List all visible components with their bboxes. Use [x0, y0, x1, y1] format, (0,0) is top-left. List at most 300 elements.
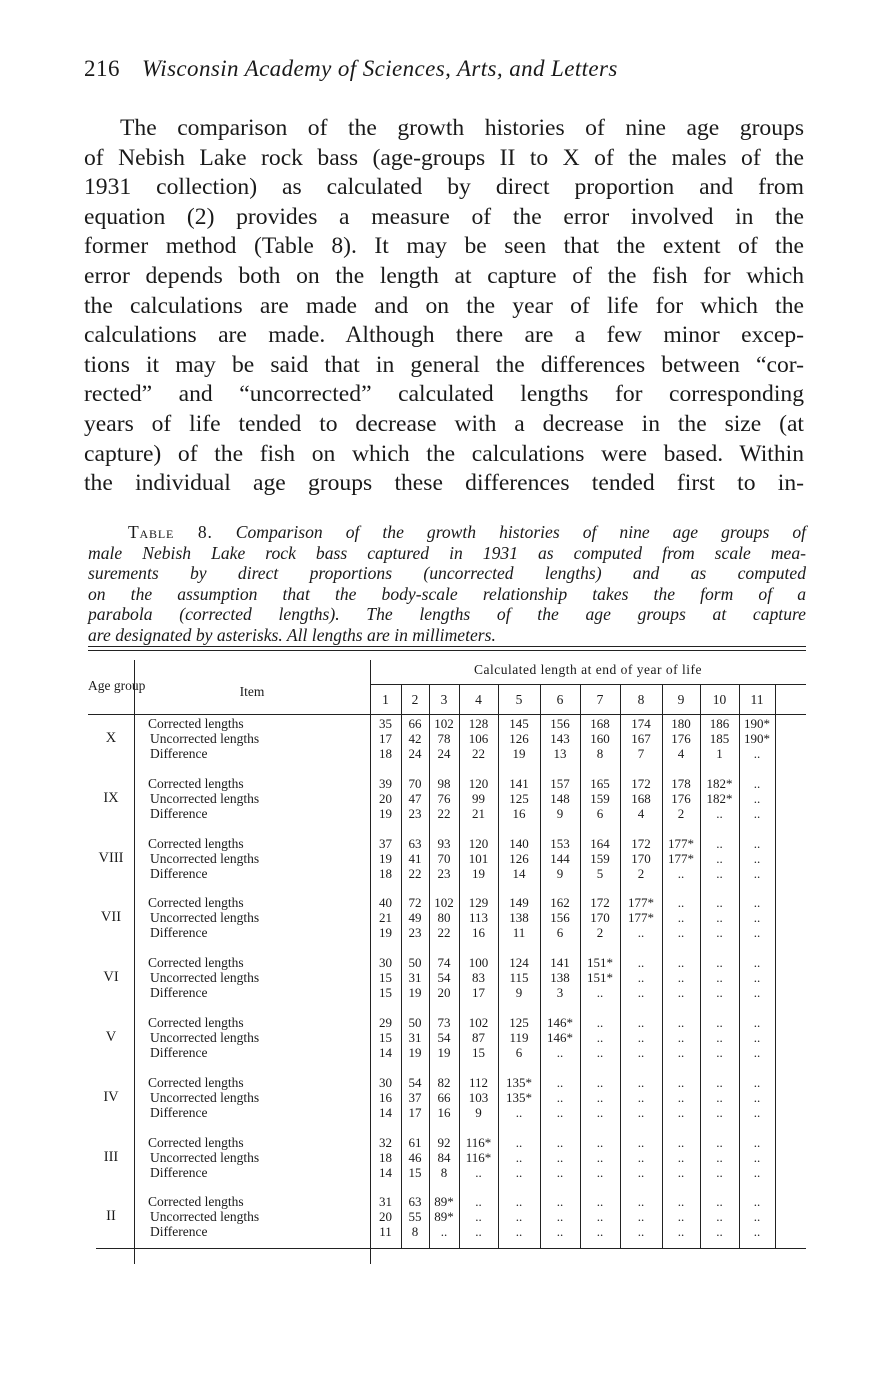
table-cell: ..: [637, 1089, 645, 1105]
table-cell: ..: [596, 1164, 604, 1180]
table-cell: 120: [468, 775, 489, 791]
table-cell: ..: [637, 1030, 645, 1045]
table-cell: ..: [753, 985, 761, 1001]
table-cell: ..: [556, 1074, 564, 1090]
item-label: Difference: [150, 1164, 208, 1180]
table-cell: 9: [475, 1104, 482, 1120]
age-group-label: VII: [100, 909, 122, 926]
table-cell: 22: [472, 746, 485, 761]
table-cell: ..: [753, 790, 761, 806]
table-cell: ..: [716, 1164, 723, 1180]
table-cell: 172: [631, 775, 651, 791]
table-cell: ..: [637, 925, 645, 941]
table-cell: 99: [472, 790, 485, 806]
table-cell: ..: [677, 955, 685, 971]
table-cell: ..: [637, 1149, 645, 1165]
table-label: Table 8.: [128, 522, 213, 542]
table-cell: ..: [753, 1149, 761, 1165]
age-group-label: X: [105, 730, 117, 746]
table-cell: ..: [753, 970, 761, 986]
table-cell: ..: [753, 805, 761, 821]
item-label: Difference: [150, 1045, 208, 1060]
item-label: Difference: [150, 985, 208, 1001]
table-cell: 138: [550, 970, 570, 986]
table-cell: 116*: [465, 1149, 492, 1165]
year-header: 3: [440, 692, 448, 707]
table-cell: 140: [509, 835, 529, 851]
table-cell: 82: [437, 1074, 451, 1090]
table-cell: 119: [509, 1030, 529, 1045]
paragraph-line: rected” and “uncorrected” calculated lengths for corresponding: [84, 381, 804, 408]
table-cell: 66: [437, 1089, 451, 1105]
table-cell: 2: [637, 865, 645, 881]
table-cell: 168: [590, 716, 610, 731]
table-cell: ..: [716, 1030, 723, 1045]
caption-line: [88, 522, 806, 543]
table-cell: ..: [515, 1224, 523, 1240]
table-cell: 190*: [744, 731, 770, 746]
table-cell: ..: [716, 925, 723, 941]
table-cell: 18: [379, 746, 392, 761]
table-cell: ..: [753, 835, 761, 851]
table-cell: 177*: [668, 835, 694, 851]
table-cell: 15: [379, 970, 392, 986]
table-cell: 1: [716, 746, 723, 761]
table-cell: 170: [631, 850, 651, 866]
table-cell: 126: [509, 850, 529, 866]
table-cell: ..: [475, 1209, 482, 1225]
table-cell: ..: [596, 1015, 604, 1030]
caption-line: surements by direct proportions (uncorrected lengths) and as computed: [88, 563, 806, 583]
table-cell: ..: [515, 1149, 523, 1165]
table-cell: ..: [556, 1194, 564, 1210]
table-cell: 180: [671, 716, 691, 731]
table-cell: 124: [509, 955, 529, 971]
table-cell: 63: [408, 1194, 422, 1210]
year-header: 6: [556, 692, 564, 707]
table-cell: ..: [716, 835, 723, 851]
table-cell: 54: [437, 1030, 451, 1045]
table-cell: ..: [637, 1194, 645, 1210]
table-cell: 176: [671, 790, 691, 806]
table-cell: ..: [677, 985, 685, 1001]
item-label: Corrected lengths: [148, 1074, 244, 1090]
table-cell: ..: [716, 850, 723, 866]
table-cell: 98: [437, 775, 451, 791]
table-cell: ..: [677, 1089, 685, 1105]
paragraph-line: equation (2) provides a measure of the error involved in the: [84, 203, 804, 230]
table-cell: ..: [677, 1074, 685, 1090]
table-cell: ..: [716, 1015, 723, 1030]
running-header: [84, 56, 804, 96]
age-group-label: VI: [103, 969, 119, 986]
table-cell: 6: [515, 1045, 523, 1060]
table-cell: ..: [677, 1149, 685, 1165]
item-label: Difference: [150, 925, 208, 941]
table-cell: ..: [637, 1209, 645, 1225]
table-cell: 159: [590, 790, 610, 806]
table-cell: 186: [709, 716, 730, 731]
table-cell: ..: [637, 1045, 645, 1060]
table-cell: 153: [550, 835, 570, 851]
table-cell: 15: [408, 1164, 422, 1180]
table-cell: 50: [408, 955, 422, 971]
table-cell: ..: [753, 1134, 761, 1150]
table-cell: ..: [596, 1149, 604, 1165]
table-cell: 168: [631, 790, 651, 806]
table-cell: ..: [596, 1030, 604, 1045]
table-cell: 128: [468, 716, 489, 731]
table-cell: 16: [379, 1089, 392, 1105]
table-cell: 19: [408, 1045, 422, 1060]
caption-line: are designated by asterisks. All lengths are in millimeters.: [88, 624, 496, 645]
table-cell: 125: [509, 790, 529, 806]
table-cell: ..: [556, 1164, 564, 1180]
item-label: Corrected lengths: [148, 716, 244, 731]
item-label: Difference: [150, 805, 208, 821]
table-cell: ..: [677, 895, 685, 911]
table-cell: ..: [753, 865, 761, 881]
table-cell: 157: [550, 775, 570, 791]
table-cell: ..: [753, 1030, 761, 1045]
table-cell: ..: [677, 970, 685, 986]
table-cell: ..: [753, 850, 761, 866]
table-cell: 40: [379, 895, 392, 911]
age-group-label: III: [103, 1148, 119, 1165]
table-cell: 63: [408, 835, 422, 851]
table-cell: 55: [408, 1209, 422, 1225]
header-bottom-rule: [88, 714, 806, 715]
paragraph-line: The comparison of the growth histories of nine age groups: [120, 115, 804, 141]
table-cell: 190*: [744, 716, 770, 731]
table-cell: ..: [716, 805, 723, 821]
table-cell: 19: [379, 925, 392, 941]
table-cell: 78: [437, 731, 451, 746]
year-header: 8: [637, 692, 645, 707]
table-cell: 54: [408, 1074, 422, 1090]
table-cell: 156: [550, 716, 570, 731]
table-cell: 46: [408, 1149, 422, 1165]
table-cell: ..: [716, 955, 723, 971]
table-cell: ..: [637, 970, 645, 986]
item-label: Difference: [150, 1104, 208, 1120]
table-cell: 72: [408, 895, 422, 911]
table-cell: 31: [408, 970, 422, 986]
table-cell: 89*: [434, 1194, 454, 1210]
caption-line: male Nebish Lake rock bass captured in 1931 as computed from scale mea-: [88, 542, 806, 563]
table-cell: 37: [408, 1089, 422, 1105]
table-cell: ..: [677, 1164, 685, 1180]
table-cell: 20: [379, 790, 392, 806]
table-cell: 101: [468, 850, 489, 866]
table-cell: 116*: [465, 1134, 492, 1150]
table-cell: 22: [408, 865, 422, 881]
table-bottom-rule: [96, 1248, 806, 1249]
item-label: Corrected lengths: [148, 895, 244, 911]
table-cell: 30: [379, 955, 392, 971]
table-cell: ..: [716, 865, 723, 881]
table-cell: ..: [677, 1134, 685, 1150]
item-label: Corrected lengths: [148, 1194, 244, 1210]
table-cell: ..: [637, 1164, 645, 1180]
item-label: Uncorrected lengths: [150, 910, 260, 926]
table-cell: 178: [671, 775, 691, 791]
table-cell: ..: [515, 1134, 523, 1150]
table-cell: ..: [596, 1089, 604, 1105]
item-label: Corrected lengths: [148, 775, 244, 791]
body-paragraph: [84, 114, 804, 499]
age-group-label: VIII: [98, 849, 124, 866]
table-cell: ..: [716, 1194, 723, 1210]
table-cell: ..: [637, 955, 645, 971]
table-cell: ..: [716, 970, 723, 986]
table-cell: ..: [677, 910, 685, 926]
paragraph-line: of Nebish Lake rock bass (age-groups II to X of the males of the: [84, 144, 804, 171]
year-header: 7: [596, 692, 604, 707]
year-header: 10: [712, 692, 727, 707]
year-header: 4: [475, 692, 482, 707]
item-label: Uncorrected lengths: [150, 1209, 260, 1225]
table-cell: 35: [379, 716, 392, 731]
table-cell: 16: [472, 925, 485, 941]
table-top-rule: [88, 646, 806, 647]
table-cell: 2: [677, 805, 685, 821]
table-cell: 17: [408, 1104, 422, 1120]
table-cell: 6: [596, 805, 604, 821]
table-cell: 182*: [706, 790, 733, 806]
table-cell: ..: [753, 1015, 761, 1030]
table-cell: 177*: [628, 910, 654, 926]
table-cell: ..: [716, 985, 723, 1001]
table-cell: ..: [637, 1134, 645, 1150]
table-cell: 176: [671, 731, 691, 746]
paragraph-line: tions it may be said that in general the differences between “cor-: [84, 351, 804, 378]
table-cell: ..: [440, 1224, 448, 1240]
table-cell: 185: [709, 731, 730, 746]
table-cell: ..: [637, 1104, 645, 1120]
table-cell: ..: [556, 1224, 564, 1240]
table-cell: 167: [631, 731, 651, 746]
table-cell: 74: [437, 955, 451, 971]
table-top-rule-double: [88, 650, 806, 651]
table-cell: ..: [753, 1104, 761, 1120]
table-cell: 66: [408, 716, 422, 731]
table-cell: 172: [590, 895, 610, 911]
table-cell: 6: [556, 925, 564, 941]
table-cell: 102: [434, 716, 454, 731]
item-label: Uncorrected lengths: [150, 1149, 260, 1165]
table-cell: ..: [475, 1164, 482, 1180]
column-divider: [134, 660, 135, 1264]
paragraph-line: 1931 collection) as calculated by direct proportion and from: [84, 174, 804, 201]
page-number: 216: [84, 56, 120, 81]
item-label: Corrected lengths: [148, 835, 244, 851]
table-cell: 20: [379, 1209, 392, 1225]
table-cell: 19: [379, 805, 392, 821]
table-cell: 146*: [547, 1015, 573, 1030]
table-cell: ..: [556, 1089, 564, 1105]
table-cell: ..: [556, 1045, 564, 1060]
paragraph-line: former method (Table 8). It may be seen that the extent of the: [84, 233, 804, 260]
age-group-label: V: [105, 1029, 117, 1045]
age-group-label: IV: [103, 1088, 119, 1105]
table-cell: 80: [437, 910, 451, 926]
table-cell: 9: [556, 865, 564, 881]
table-cell: 106: [468, 731, 489, 746]
table-cell: 5: [596, 865, 604, 881]
table-cell: 115: [509, 970, 529, 986]
table-cell: 8: [411, 1224, 419, 1240]
table-cell: ..: [637, 1224, 645, 1240]
table-cell: 29: [379, 1015, 392, 1030]
table-cell: 73: [437, 1015, 451, 1030]
table-cell: ..: [716, 1149, 723, 1165]
table-cell: 103: [468, 1089, 489, 1105]
table-cell: ..: [596, 1104, 604, 1120]
year-header: 9: [677, 692, 685, 707]
table-cell: 19: [379, 850, 392, 866]
caption-text: Comparison of the growth histories of nine age groups of: [235, 522, 807, 542]
table-cell: 151*: [587, 970, 613, 986]
item-label: Uncorrected lengths: [150, 850, 260, 866]
table-cell: ..: [677, 925, 685, 941]
table-cell: 13: [553, 746, 567, 761]
table-cell: ..: [753, 775, 761, 791]
table-cell: 14: [512, 865, 526, 881]
table-cell: 120: [468, 835, 489, 851]
table-cell: 129: [468, 895, 489, 911]
caption-line: on the assumption that the body-scale relationship takes the form of a: [88, 583, 806, 604]
table-cell: 102: [468, 1015, 489, 1030]
table-cell: 14: [379, 1104, 392, 1120]
journal-title: Wisconsin Academy of Sciences, Arts, and Letters: [142, 56, 618, 81]
table-cell: ..: [753, 925, 761, 941]
table-cell: ..: [475, 1194, 482, 1210]
table-cell: ..: [556, 1209, 564, 1225]
table-cell: 164: [590, 835, 610, 851]
table-cell: 144: [550, 850, 570, 866]
table-cell: 149: [509, 895, 529, 911]
table-cell: ..: [556, 1149, 564, 1165]
item-label: Uncorrected lengths: [150, 1030, 260, 1045]
table-cell: ..: [677, 1030, 685, 1045]
table-cell: 19: [437, 1045, 451, 1060]
table-cell: 50: [408, 1015, 422, 1030]
table-cell: 15: [379, 1030, 392, 1045]
table-cell: 41: [408, 850, 422, 866]
table-cell: 87: [472, 1030, 485, 1045]
table-cell: 9: [515, 985, 523, 1001]
table-cell: 7: [637, 746, 645, 761]
table-cell: 151*: [587, 955, 613, 971]
table-cell: ..: [753, 955, 761, 971]
item-label: Difference: [150, 746, 208, 761]
table-cell: ..: [753, 1089, 761, 1105]
table-cell: ..: [716, 1045, 723, 1060]
table-cell: ..: [716, 1074, 723, 1090]
table-cell: 54: [437, 970, 451, 986]
table-cell: 23: [408, 925, 422, 941]
table-cell: 31: [379, 1194, 392, 1210]
paragraph-line: years of life tended to decrease with a decrease in the size (at: [84, 410, 804, 437]
table-cell: 31: [408, 1030, 422, 1045]
table-cell: 159: [590, 850, 610, 866]
table-cell: ..: [753, 910, 761, 926]
table-cell: ..: [596, 1074, 604, 1090]
table-cell: 84: [437, 1149, 451, 1165]
paragraph-line: the individual age groups these differences tended first to in-: [84, 470, 804, 497]
table-cell: 17: [379, 731, 392, 746]
table-cell: 146*: [547, 1030, 573, 1045]
item-header: Item: [239, 684, 265, 699]
age-group-label: II: [106, 1208, 116, 1225]
table-cell: 17: [472, 985, 485, 1001]
table-cell: 19: [512, 746, 526, 761]
table-cell: 100: [468, 955, 489, 971]
table-cell: 21: [379, 910, 392, 926]
table-cell: 16: [437, 1104, 451, 1120]
table-cell: 8: [440, 1164, 448, 1180]
table-cell: ..: [716, 1089, 723, 1105]
year-column-divider: [775, 684, 776, 1248]
table-cell: 125: [509, 1015, 529, 1030]
table-cell: 83: [472, 970, 485, 986]
table-cell: 76: [437, 790, 451, 806]
table-cell: 93: [437, 835, 451, 851]
table-cell: 172: [631, 835, 651, 851]
item-label: Corrected lengths: [148, 1015, 244, 1030]
table-cell: 135*: [506, 1089, 532, 1105]
age-group-header: Age group: [88, 678, 146, 693]
year-header: 5: [515, 692, 523, 707]
table-cell: 141: [509, 775, 529, 791]
table-cell: ..: [677, 1209, 685, 1225]
table-cell: 160: [590, 731, 610, 746]
table-cell: 11: [512, 925, 526, 941]
table-cell: 23: [408, 805, 422, 821]
table-cell: 9: [556, 805, 564, 821]
table-cell: ..: [753, 1194, 761, 1210]
caption-line: parabola (corrected lengths). The lengths of the age groups at capture: [88, 604, 806, 624]
table-cell: 165: [590, 775, 610, 791]
table-cell: ..: [515, 1164, 523, 1180]
table-cell: 177*: [628, 895, 654, 911]
table-cell: 3: [556, 985, 564, 1001]
paragraph-line: capture) of the fish on which the calculations were based. Within: [84, 440, 804, 467]
table-cell: 37: [379, 835, 392, 851]
item-label: Corrected lengths: [148, 1134, 244, 1150]
table-cell: ..: [596, 1209, 604, 1225]
table-cell: 89*: [434, 1209, 454, 1225]
table-cell: 92: [437, 1134, 451, 1150]
table-cell: 22: [437, 925, 451, 941]
table-cell: 112: [468, 1074, 489, 1090]
table-cell: ..: [596, 1134, 604, 1150]
table-cell: 8: [596, 746, 604, 761]
table-cell: ..: [716, 1224, 723, 1240]
table-cell: 19: [472, 865, 485, 881]
table-cell: ..: [637, 1074, 645, 1090]
table-cell: 18: [379, 1149, 392, 1165]
table-cell: ..: [753, 1074, 761, 1090]
table-cell: 15: [472, 1045, 485, 1060]
table-cell: 102: [434, 895, 454, 911]
table-cell: 24: [437, 746, 451, 761]
table-cell: 19: [408, 985, 422, 1001]
span-header-rule: [370, 684, 806, 685]
item-label: Difference: [150, 1224, 208, 1240]
year-header: 11: [750, 692, 764, 707]
